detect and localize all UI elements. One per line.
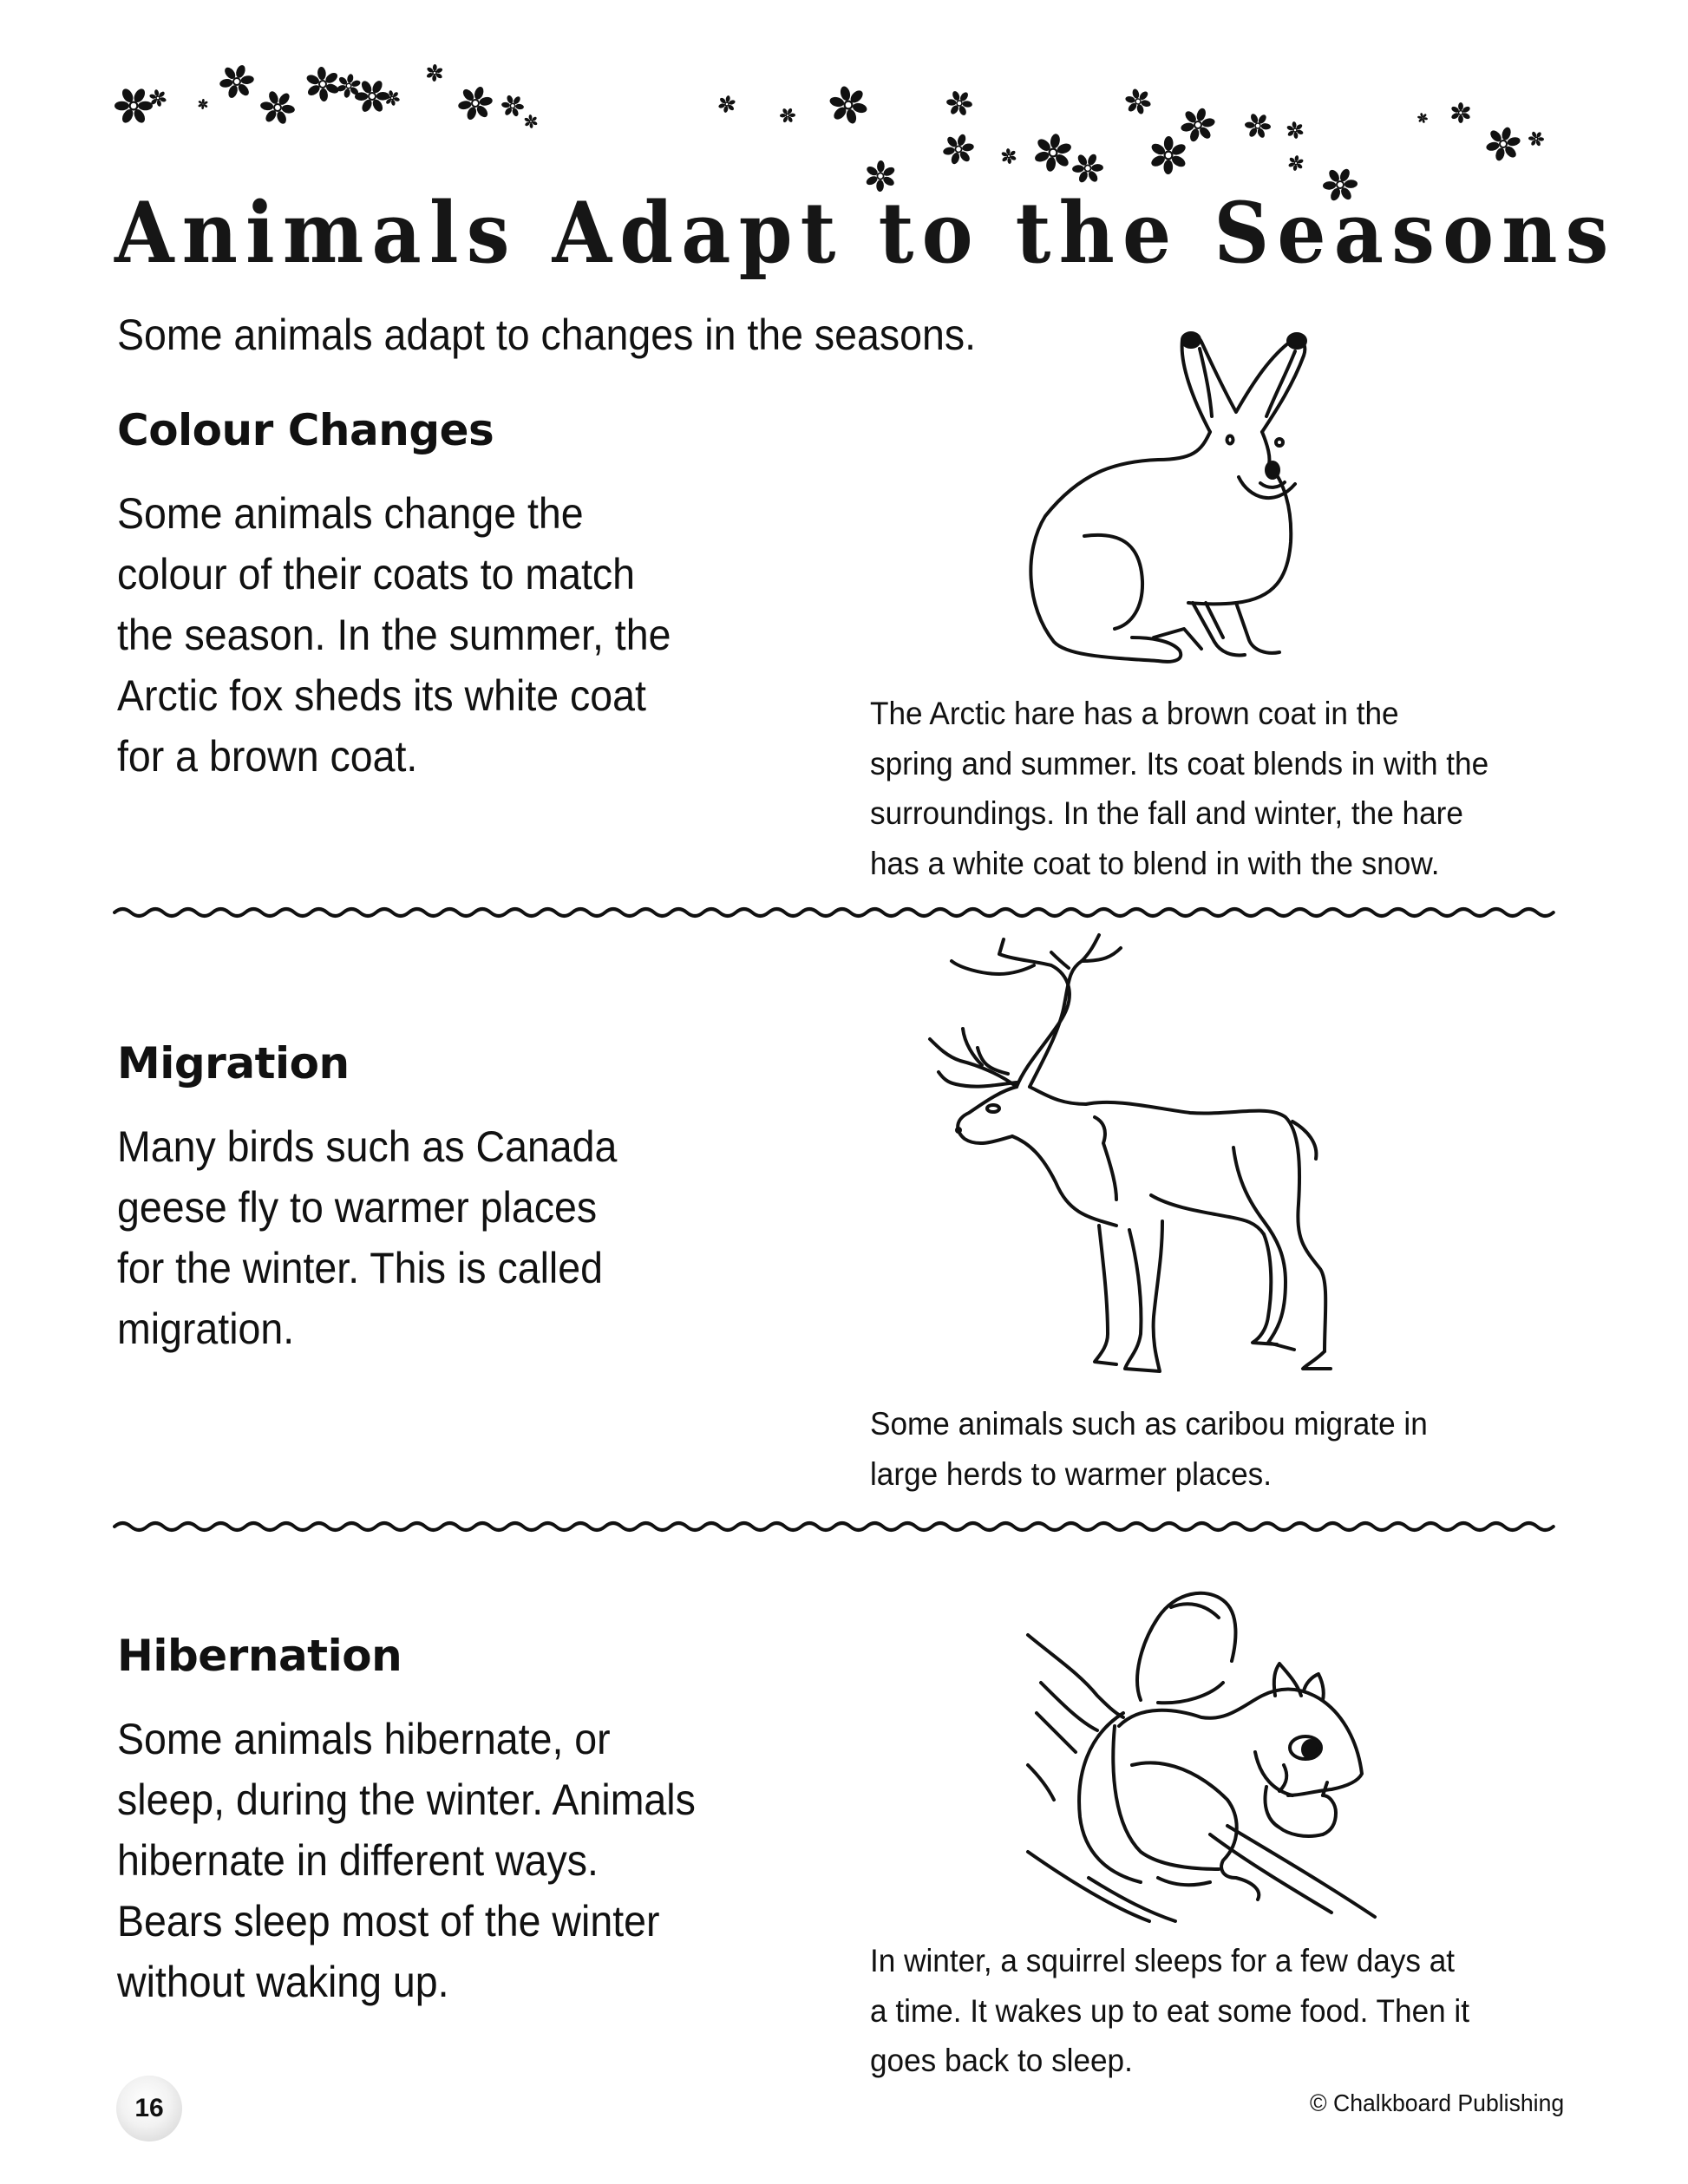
- flower-center: [1050, 149, 1057, 157]
- flower-petal: [201, 105, 204, 109]
- flower-center: [1534, 137, 1538, 141]
- caption-line: large herds to warmer places.: [870, 1455, 1273, 1492]
- flower-petal: [1163, 160, 1173, 174]
- flower-border-decoration: [0, 0, 1688, 208]
- body-line: Some animals hibernate, or: [117, 1715, 611, 1763]
- flower-center: [1135, 99, 1141, 104]
- flower-center: [1194, 121, 1201, 128]
- flower-center: [390, 96, 394, 100]
- caption-line: spring and summer. Its coat blends in with the: [870, 745, 1489, 781]
- flower-icon: [1288, 155, 1304, 171]
- body-line: Arctic fox sheds its white coat: [117, 671, 646, 720]
- squirrel-illustration: [1028, 1574, 1392, 1921]
- flower-icon: [1180, 107, 1215, 142]
- flower-center: [1294, 161, 1298, 165]
- copyright-notice: © Chalkboard Publishing: [1310, 2089, 1565, 2116]
- flower-petal: [1091, 164, 1103, 172]
- flower-icon: [355, 79, 389, 114]
- flower-petal: [528, 114, 532, 120]
- flower-center: [433, 71, 436, 75]
- flower-center: [156, 96, 160, 100]
- flower-petal: [1528, 136, 1534, 141]
- body-line: hibernate in different ways.: [117, 1836, 599, 1885]
- flower-petal: [433, 64, 437, 71]
- body-line: Some animals change the: [117, 489, 584, 538]
- flower-icon: [1001, 148, 1017, 164]
- caption-arctic-hare: [870, 689, 1488, 888]
- body-line: Bears sleep most of the winter: [117, 1897, 660, 1945]
- caption-line: has a white coat to blend in with the snow.: [870, 845, 1440, 881]
- caption-line: The Arctic hare has a brown coat in the: [870, 696, 1399, 731]
- flower-petal: [501, 101, 510, 108]
- flower-petal: [529, 123, 533, 128]
- flower-petal: [1072, 165, 1084, 173]
- flower-center: [845, 101, 853, 109]
- flower-icon: [260, 90, 296, 126]
- flower-icon: [1033, 133, 1072, 172]
- caption-squirrel: [870, 1936, 1469, 2086]
- flower-petal: [1164, 136, 1174, 151]
- flower-icon: [524, 114, 538, 128]
- flower-icon: [219, 64, 255, 100]
- flower-center: [725, 102, 729, 106]
- flower-petal: [281, 104, 295, 114]
- wavy-divider: [113, 906, 1561, 919]
- caption-line: In winter, a squirrel sleeps for a few days at: [870, 1943, 1456, 1978]
- flower-petal: [1245, 121, 1255, 128]
- flower-icon: [305, 67, 340, 102]
- flower-icon: [501, 95, 524, 117]
- flower-petal: [1458, 102, 1463, 110]
- section-body-migration: [117, 1116, 617, 1359]
- flower-petal: [319, 88, 329, 101]
- flower-petal: [962, 101, 972, 108]
- flower-center: [1084, 165, 1090, 171]
- flower-icon: [1245, 113, 1272, 139]
- intro-text: Some animals adapt to changes in the seasons.: [117, 311, 977, 359]
- caption-line: goes back to sleep.: [870, 2043, 1133, 2078]
- flower-petal: [317, 67, 326, 81]
- flower-petal: [515, 103, 524, 109]
- flower-center: [233, 78, 240, 85]
- caption-line: Some animals such as caribou migrate in: [870, 1406, 1428, 1442]
- section-body-colour-changes: [117, 483, 671, 787]
- caribou-icon: [930, 935, 1338, 1373]
- caribou-illustration: [930, 935, 1338, 1373]
- flower-petal: [138, 101, 153, 111]
- body-line: for a brown coat.: [117, 732, 418, 781]
- flower-icon: [718, 95, 736, 114]
- body-line: migration.: [117, 1305, 295, 1353]
- flower-icon: [1417, 113, 1428, 123]
- flower-petal: [780, 114, 786, 118]
- flower-center: [786, 114, 789, 117]
- flower-center: [1007, 154, 1011, 158]
- section-heading-colour-changes: Colour Changes: [117, 405, 494, 455]
- flower-center: [319, 81, 326, 88]
- flower-icon: [780, 108, 795, 123]
- flower-petal: [114, 101, 129, 111]
- flower-icon: [1528, 131, 1544, 147]
- wavy-line: [114, 909, 1554, 916]
- body-line: without waking up.: [117, 1958, 449, 2006]
- flower-icon: [1450, 102, 1471, 123]
- caption-caribou: [870, 1399, 1428, 1499]
- flower-center: [1500, 141, 1507, 147]
- flower-petal: [789, 113, 795, 117]
- squirrel-icon: [1028, 1574, 1392, 1921]
- section-heading-hibernation: Hibernation: [117, 1631, 402, 1681]
- arctic-hare-icon: [1028, 330, 1327, 664]
- flower-icon: [1485, 126, 1521, 161]
- flower-center: [369, 93, 376, 100]
- flower-center: [1422, 117, 1423, 119]
- flower-petal: [1458, 115, 1463, 123]
- flower-icon: [384, 90, 401, 106]
- flower-icon: [943, 134, 975, 166]
- flower-center: [202, 103, 204, 105]
- flower-center: [346, 83, 351, 88]
- flower-petal: [260, 101, 274, 111]
- flower-icon: [828, 85, 867, 124]
- flower-center: [877, 173, 883, 179]
- flower-center: [1459, 111, 1463, 115]
- flower-icon: [1286, 121, 1304, 139]
- flower-icon: [114, 87, 153, 124]
- flower-center: [1293, 128, 1297, 132]
- body-line: colour of their coats to match: [117, 550, 636, 598]
- flower-icon: [1125, 88, 1152, 115]
- flower-petal: [202, 99, 205, 103]
- flower-center: [510, 103, 514, 108]
- caption-line: surroundings. In the fall and winter, the hare: [870, 795, 1463, 831]
- body-line: the season. In the summer, the: [117, 611, 671, 659]
- flower-icon: [198, 99, 208, 109]
- flower-icon: [457, 86, 493, 121]
- flower-center: [529, 120, 532, 122]
- flower-icon: [1072, 153, 1103, 184]
- body-line: geese fly to warmer places: [117, 1183, 598, 1232]
- page-number: 16: [134, 2094, 164, 2122]
- flower-petal: [877, 160, 885, 173]
- wavy-divider: [113, 1520, 1561, 1533]
- flower-center: [957, 101, 962, 106]
- page-number-badge: [116, 2076, 182, 2141]
- flower-petal: [946, 99, 957, 106]
- flower-center: [130, 102, 138, 110]
- wavy-line: [114, 1523, 1554, 1530]
- caption-line: a time. It wakes up to eat some food. Then it: [870, 1992, 1470, 2029]
- flower-icon: [426, 64, 443, 82]
- body-line: for the winter. This is called: [117, 1244, 603, 1292]
- flower-icon: [1149, 136, 1187, 174]
- flower-petal: [1538, 137, 1544, 141]
- flower-center: [955, 146, 961, 152]
- body-line: sleep, during the winter. Animals: [117, 1775, 696, 1824]
- section-heading-migration: Migration: [117, 1038, 350, 1089]
- flower-icon: [946, 90, 972, 116]
- flower-center: [1165, 152, 1173, 160]
- flower-petal: [1260, 123, 1271, 130]
- page-title: Animals Adapt to the Seasons: [114, 184, 1617, 282]
- flower-center: [1255, 123, 1260, 128]
- flower-petal: [432, 75, 436, 82]
- flower-center: [472, 100, 479, 107]
- body-line: Many birds such as Canada: [117, 1122, 618, 1171]
- section-body-hibernation: [117, 1709, 696, 2012]
- arctic-hare-illustration: [1028, 330, 1327, 664]
- flower-center: [274, 104, 281, 111]
